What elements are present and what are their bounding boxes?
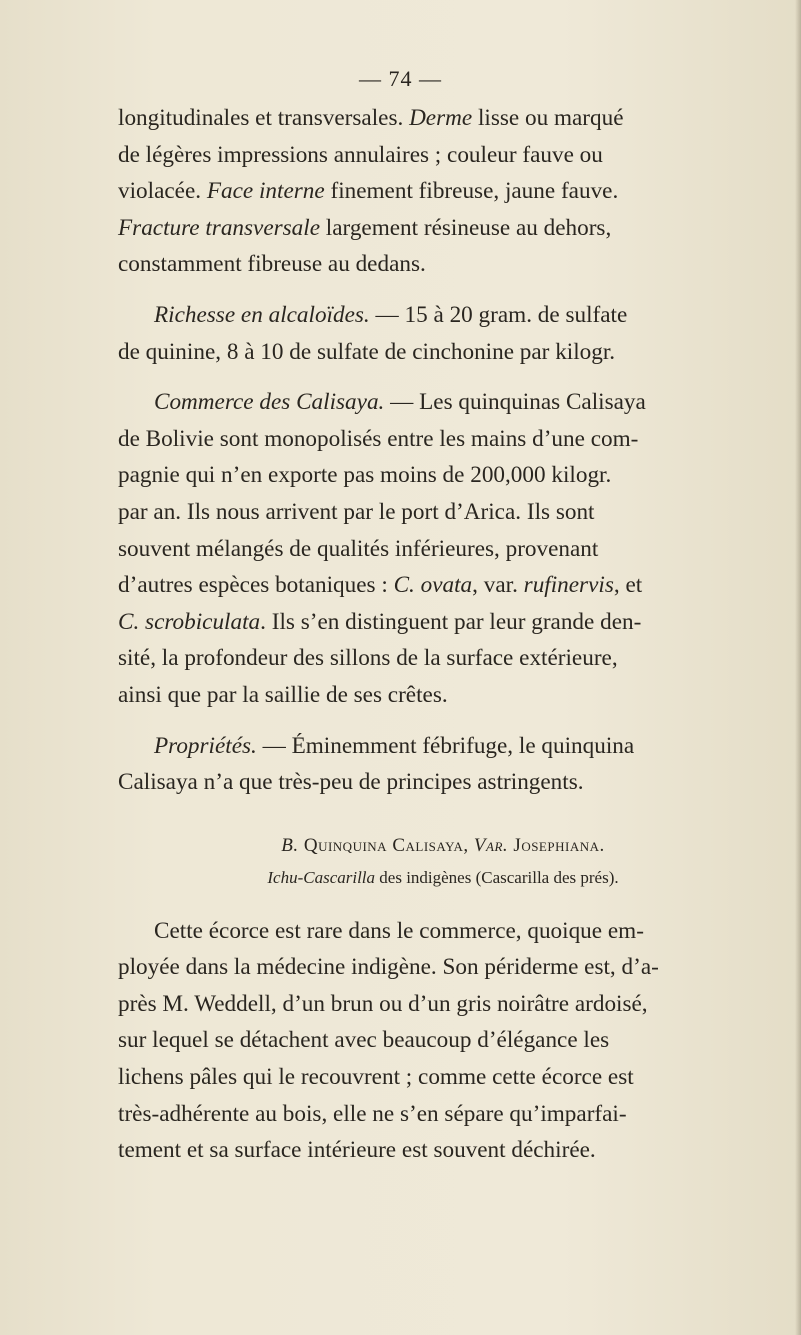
text-span: violacée. (118, 178, 207, 205)
text-line (118, 210, 768, 247)
text-span: d’autres espèces botaniques : (118, 572, 394, 599)
paragraph-proprietes (118, 728, 768, 801)
paragraph-josephiana (118, 913, 768, 1169)
body-text (118, 100, 768, 1169)
heading-var-name: Josephiana. (513, 834, 605, 856)
text-line: de quinine, 8 à 10 de sulfate de cinchonine par kilogr. (118, 338, 616, 365)
text-line (118, 728, 768, 765)
paragraph-description (118, 100, 768, 283)
text-line (118, 100, 768, 137)
text-span: des indigènes (Cascarilla des prés). (375, 867, 619, 887)
text-line: par an. Ils nous arrivent par le port d’Arica. Ils sont (118, 498, 595, 525)
term-face-interne: Face interne (206, 178, 325, 205)
page-number: — 74 — (359, 66, 442, 91)
text-line (118, 384, 768, 421)
text-line: ployée dans la médecine indigène. Son périderme est, d’a- (118, 954, 659, 981)
text-line (118, 297, 768, 334)
text-span: lisse ou marqué (472, 105, 624, 131)
text-line: de Bolivie sont monopolisés entre les mains d’une com- (118, 425, 639, 452)
heading-name: Quinquina Calisaya, (303, 834, 469, 856)
section-label: Richesse en alcaloïdes. (154, 301, 370, 328)
text-line (118, 604, 768, 641)
species-name: C. ovata (393, 572, 473, 599)
section-label: Commerce des Calisaya. (154, 389, 385, 416)
text-line: constamment fibreuse au dedans. (118, 251, 426, 278)
text-line: de légères impressions annulaires ; couleur fauve ou (118, 141, 603, 168)
paragraph-richesse (118, 297, 768, 370)
text-line: très-adhérente au bois, elle ne s’en sépare qu’imparfai- (118, 1100, 627, 1127)
text-line: près M. Weddell, d’un brun ou d’un gris noirâtre ardoisé, (118, 990, 648, 1017)
text-line: lichens pâles qui le recouvrent ; comme cette écorce est (118, 1064, 634, 1091)
heading-letter: B. (281, 834, 299, 856)
text-line (118, 173, 768, 210)
text-span: longitudinales et transversales. (118, 105, 410, 131)
section-subheading (118, 865, 768, 891)
text-line: sur lequel se détachent avec beaucoup d’élégance les (118, 1027, 610, 1054)
term-fracture: Fracture transversale (118, 214, 320, 241)
species-name: C. scrobiculata (118, 608, 261, 635)
text-span: , et (613, 572, 643, 599)
section-heading (118, 831, 768, 861)
vernacular-name: Ichu-Cascarilla (267, 867, 376, 887)
text-span: — Les quinquinas Calisaya (384, 389, 646, 416)
text-line: ainsi que par la saillie de ses crêtes. (118, 681, 448, 708)
heading-var: Var. (473, 834, 509, 856)
text-line: Cette écorce est rare dans le commerce, quoique em- (154, 917, 644, 944)
text-line: tement et sa surface intérieure est souvent déchirée. (118, 1137, 596, 1164)
text-line (118, 567, 768, 604)
text-span: finement fibreuse, jaune fauve. (324, 178, 619, 205)
text-line: sité, la profondeur des sillons de la surface extérieure, (118, 645, 618, 672)
text-line: souvent mélangés de qualités inférieures, provenant (118, 535, 599, 562)
text-span: — Éminemment fébrifuge, le quinquina (256, 732, 635, 759)
page-edge-shadow (795, 0, 801, 1335)
text-span: — 15 à 20 gram. de sulfate (369, 301, 628, 328)
paragraph-commerce (118, 384, 768, 713)
section-label: Propriétés. (154, 732, 257, 759)
text-line: pagnie qui n’en exporte pas moins de 200,000 kilogr. (118, 462, 612, 489)
text-span: largement résineuse au dehors, (320, 214, 612, 241)
text-span: , var. (472, 572, 524, 599)
text-line: Calisaya n’a que très-peu de principes astringents. (118, 769, 584, 796)
text-span: . Ils s’en distinguent par leur grande den- (260, 608, 642, 635)
term-derme: Derme (409, 105, 473, 131)
variety-name: rufinervis (523, 572, 614, 599)
